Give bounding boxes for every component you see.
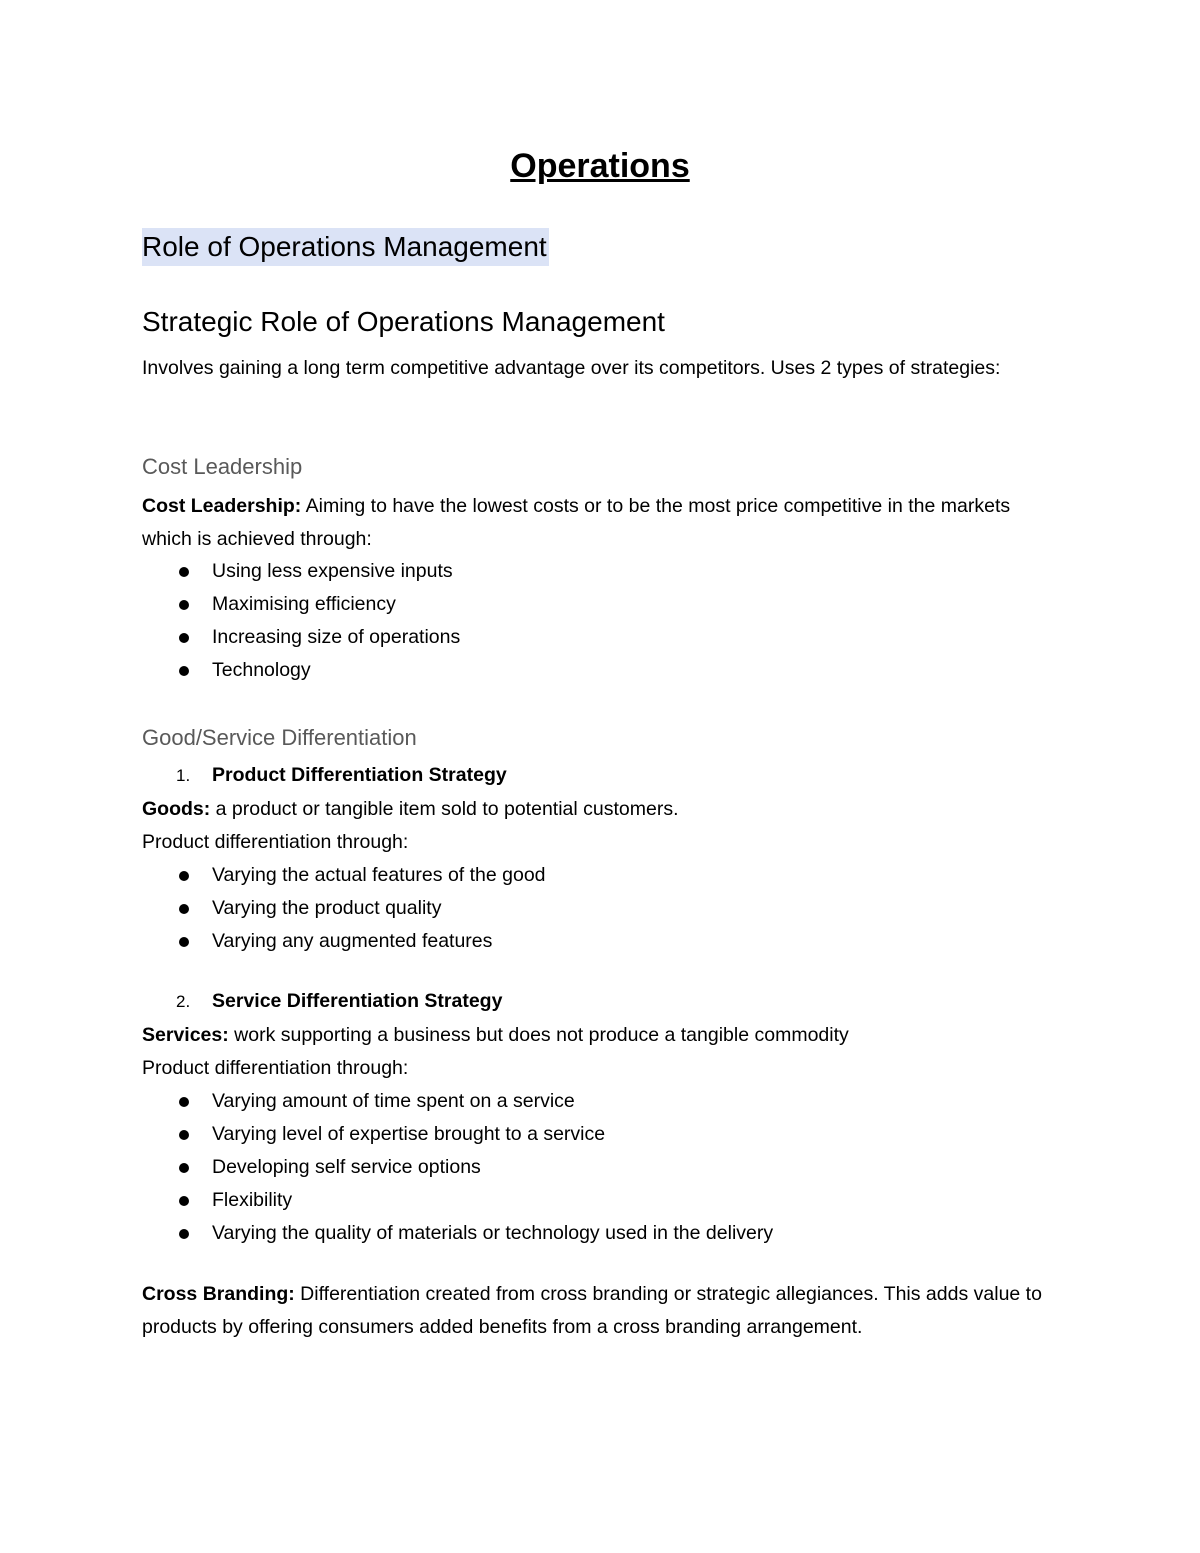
heading-role-of-operations: Role of Operations Management [142, 228, 549, 266]
cost-leadership-term: Cost Leadership: [142, 495, 302, 517]
list-item: Varying any augmented features [142, 925, 546, 958]
cost-leadership-definition: Aiming to have the lowest costs or to be the most price competitive in the markets which is achieved through: [142, 495, 1011, 550]
goods-paragraph: Goods: a product or tangible item sold to potential customers. [142, 798, 679, 820]
list-item: Maximising efficiency [142, 588, 460, 621]
bullet-icon [179, 666, 189, 676]
heading-differentiation: Good/Service Differentiation [142, 725, 417, 750]
bullet-icon [179, 1097, 189, 1107]
bullet-icon [179, 633, 189, 643]
product-strategy-heading: 1. Product Differentiation Strategy [176, 764, 507, 786]
product-lead: Product differentiation through: [142, 831, 409, 853]
bullet-icon [179, 1130, 189, 1140]
page-title: Operations [510, 147, 690, 185]
bullet-icon [179, 600, 189, 610]
bullet-icon [179, 1229, 189, 1239]
bullet-icon [179, 1163, 189, 1173]
heading-strategic-role: Strategic Role of Operations Management [142, 306, 665, 337]
heading-cost-leadership: Cost Leadership [142, 454, 303, 479]
cost-leadership-list [142, 555, 460, 687]
cost-leadership-paragraph [142, 490, 1057, 556]
list-item: Using less expensive inputs [142, 555, 460, 588]
bullet-icon [179, 871, 189, 881]
list-item: Varying amount of time spent on a service [142, 1085, 773, 1118]
list-item: Varying the product quality [142, 892, 546, 925]
services-term: Services: [142, 1024, 229, 1046]
list-item: Developing self service options [142, 1151, 773, 1184]
bullet-icon [179, 937, 189, 947]
list-item: Varying level of expertise brought to a service [142, 1118, 773, 1151]
service-lead: Product differentiation through: [142, 1057, 409, 1079]
list-item: Flexibility [142, 1184, 773, 1217]
list-item: Technology [142, 654, 460, 687]
goods-term: Goods: [142, 798, 211, 820]
list-item: Increasing size of operations [142, 621, 460, 654]
service-strategy-heading: 2. Service Differentiation Strategy [176, 990, 503, 1012]
service-differentiation-list [142, 1085, 773, 1250]
cross-branding-paragraph: Cross Branding: Differentiation created from cross branding or strategic allegiances. This adds value to products by offering consumers added benefits from a cross branding arrangement. [142, 1283, 1042, 1338]
cross-branding-term: Cross Branding: [142, 1283, 295, 1305]
intro-paragraph: Involves gaining a long term competitive advantage over its competitors. Uses 2 types of strategies: [142, 357, 1001, 379]
product-differentiation-list [142, 859, 546, 958]
services-paragraph: Services: work supporting a business but does not produce a tangible commodity [142, 1024, 849, 1046]
bullet-icon [179, 567, 189, 577]
list-item: Varying the quality of materials or technology used in the delivery [142, 1217, 773, 1250]
list-item: Varying the actual features of the good [142, 859, 546, 892]
bullet-icon [179, 1196, 189, 1206]
bullet-icon [179, 904, 189, 914]
